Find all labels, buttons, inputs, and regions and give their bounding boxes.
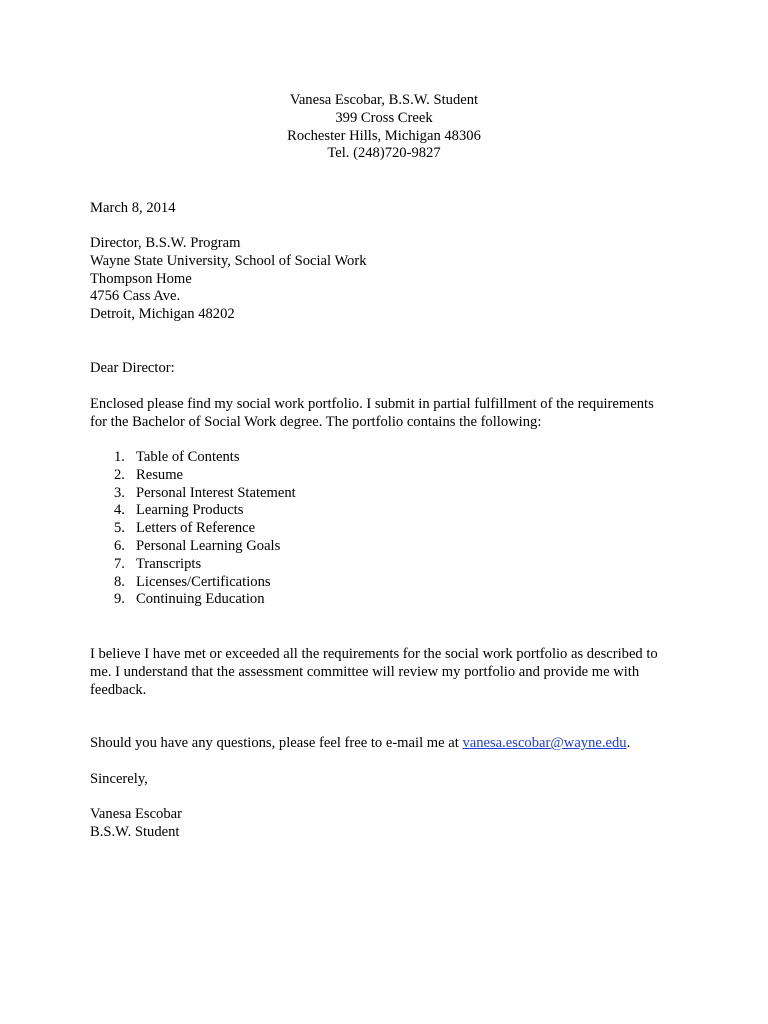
list-item (90, 485, 296, 503)
recipient-organization: Wayne State University, School of Social Work (90, 252, 367, 269)
sender-address-block (0, 92, 768, 163)
questions-suffix: . (626, 735, 631, 751)
recipient-address-block (90, 235, 367, 324)
sender-street: 399 Cross Creek (335, 109, 433, 126)
list-item-text: Resume (136, 466, 184, 483)
belief-line: I believe I have met or exceeded all the requirements for the social work portfolio as described to (90, 646, 658, 662)
belief-line: feedback. (90, 681, 147, 698)
letter-date: March 8, 2014 (90, 200, 176, 216)
list-item-number: 6. (114, 537, 125, 554)
list-item-number: 2. (114, 466, 125, 483)
signature-block (90, 806, 182, 842)
list-item-text: Personal Learning Goals (136, 537, 281, 554)
list-item (90, 574, 296, 592)
list-item (90, 538, 296, 556)
list-item (90, 467, 296, 485)
list-item-text: Licenses/Certifications (136, 573, 271, 590)
closing: Sincerely, (90, 771, 148, 787)
recipient-building: Thompson Home (90, 270, 192, 287)
list-item (90, 502, 296, 520)
sender-name: Vanesa Escobar, B.S.W. Student (289, 92, 479, 108)
intro-line: Enclosed please find my social work portfolio. I submit in partial fulfillment of the requirements (90, 396, 654, 412)
list-item-text: Personal Interest Statement (136, 484, 296, 501)
list-item-text: Table of Contents (136, 449, 240, 465)
list-item-text: Continuing Education (136, 591, 265, 608)
signature-title: B.S.W. Student (90, 823, 180, 840)
list-item-text: Letters of Reference (136, 520, 256, 537)
sender-city: Rochester Hills, Michigan 48306 (287, 127, 481, 144)
list-item-number: 5. (114, 520, 125, 537)
questions-text: Should you have any questions, please feel free to e-mail me at (90, 735, 463, 751)
email-link[interactable]: vanesa.escobar@wayne.edu (462, 735, 627, 751)
sender-phone: Tel. (248)720-9827 (327, 145, 441, 162)
recipient-city: Detroit, Michigan 48202 (90, 306, 235, 323)
recipient-title: Director, B.S.W. Program (90, 235, 241, 251)
list-item-number: 9. (114, 591, 125, 608)
list-item (90, 556, 296, 574)
list-item-number: 8. (114, 573, 125, 590)
belief-paragraph (90, 646, 658, 699)
portfolio-contents-list (90, 449, 296, 609)
list-item-number: 4. (114, 502, 125, 519)
list-item (90, 520, 296, 538)
questions-paragraph (90, 735, 630, 753)
list-item (90, 591, 296, 609)
list-item-number: 1. (114, 449, 125, 465)
intro-paragraph (90, 396, 654, 432)
recipient-street: 4756 Cass Ave. (90, 288, 181, 305)
list-item-text: Transcripts (136, 555, 202, 572)
intro-line: for the Bachelor of Social Work degree. The portfolio contains the following: (90, 413, 542, 430)
list-item (90, 449, 296, 467)
belief-line: me. I understand that the assessment committee will review my portfolio and provide me with (90, 663, 640, 680)
list-item-number: 7. (114, 555, 125, 572)
signature-name: Vanesa Escobar (90, 806, 182, 822)
list-item-text: Learning Products (136, 502, 244, 519)
list-item-number: 3. (114, 484, 125, 501)
salutation: Dear Director: (90, 360, 175, 376)
